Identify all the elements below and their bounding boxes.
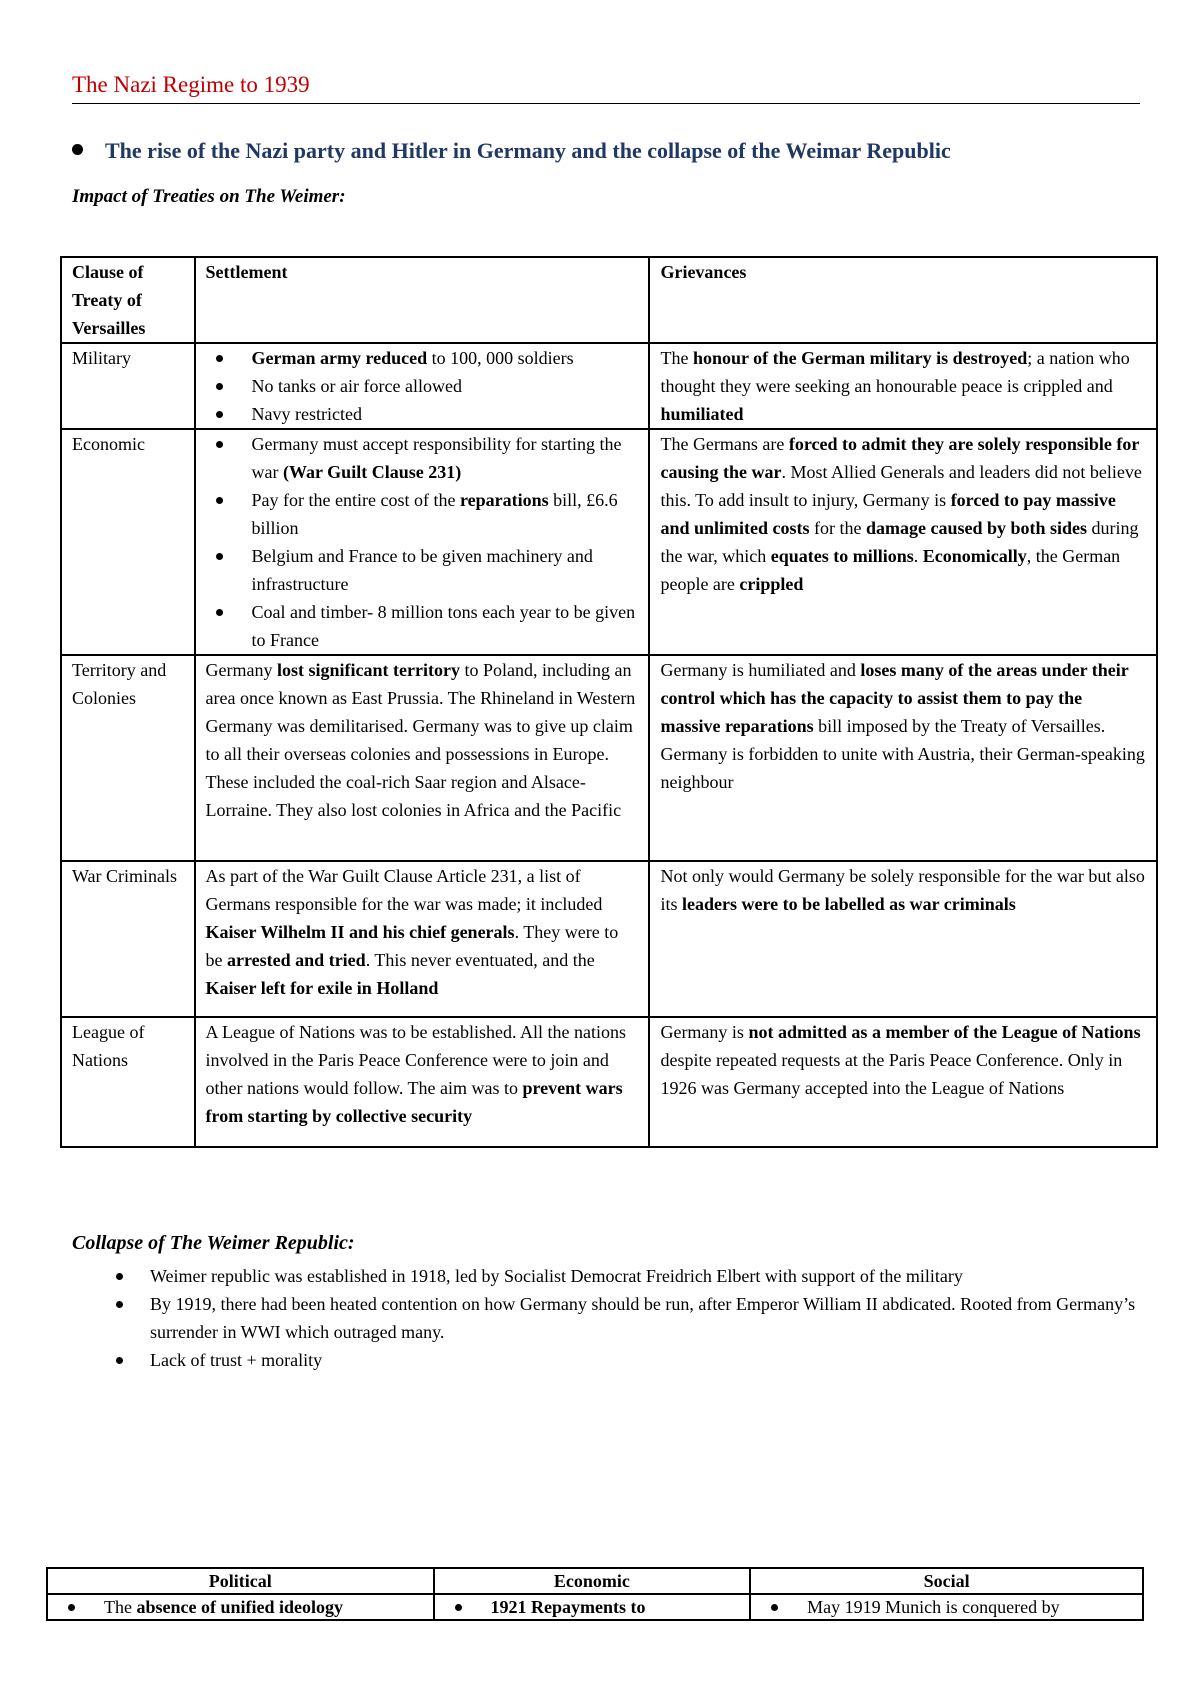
clause-cell: War Criminals bbox=[61, 861, 195, 1017]
title-rule bbox=[72, 103, 1140, 104]
factors-header-row bbox=[47, 1568, 1143, 1594]
table-row bbox=[61, 655, 1157, 861]
clause-cell: Territory and Colonies bbox=[61, 655, 195, 861]
list-item: Lack of trust + morality bbox=[72, 1346, 1162, 1374]
grievance-cell: Not only would Germany be solely responsible for the war but also its leaders were to be labelled as war criminals bbox=[649, 861, 1157, 1017]
list-item: No tanks or air force allowed bbox=[196, 372, 639, 400]
table-header-row bbox=[61, 257, 1157, 343]
factors-row bbox=[47, 1594, 1143, 1620]
settlement-cell: Germany lost significant territory to Poland, including an area once known as East Prussia. The Rhineland in Western Germany was demilitarised. Germany was to give up claim to all their overseas colonies and possessions in Europe. These included the coal-rich Saar region and Alsace-Lorraine. They also lost colonies in Africa and the Pacific bbox=[195, 655, 650, 861]
grievance-cell: Germany is humiliated and loses many of the areas under their control which has the capacity to assist them to pay the massive reparations bill imposed by the Treaty of Versailles. Germany is forbidden to unite with Austria, their German-speaking neighbour bbox=[649, 655, 1157, 861]
collapse-subtitle: Collapse of The Weimer Republic: bbox=[72, 1232, 355, 1254]
header-settlement: Settlement bbox=[195, 257, 650, 343]
factor-cell: The absence of unified ideology bbox=[47, 1594, 434, 1620]
factor-cell: 1921 Repayments to bbox=[434, 1594, 751, 1620]
list-item: German army reduced to 100, 000 soldiers bbox=[196, 344, 639, 372]
clause-cell: Military bbox=[61, 343, 195, 429]
list-item: Weimer republic was established in 1918, led by Socialist Democrat Freidrich Elbert with support of the military bbox=[72, 1262, 1162, 1290]
collapse-list bbox=[72, 1262, 1162, 1374]
header-economic: Economic bbox=[434, 1568, 751, 1594]
list-item: By 1919, there had been heated contention on how Germany should be run, after Emperor William II abdicated. Rooted from Germany’s surrender in WWI which outraged many. bbox=[72, 1290, 1162, 1346]
factor-cell: May 1919 Munich is conquered by bbox=[750, 1594, 1143, 1620]
treaties-subtitle: Impact of Treaties on The Weimer: bbox=[72, 186, 346, 207]
bullet-icon bbox=[72, 144, 83, 155]
versailles-table bbox=[60, 256, 1158, 1148]
clause-cell: Economic bbox=[61, 429, 195, 655]
header-political: Political bbox=[47, 1568, 434, 1594]
settlement-list bbox=[196, 344, 639, 428]
settlement-cell bbox=[195, 429, 650, 655]
header-grievances: Grievances bbox=[649, 257, 1157, 343]
list-item: Navy restricted bbox=[196, 400, 639, 428]
table-row bbox=[61, 1017, 1157, 1147]
header-social: Social bbox=[750, 1568, 1143, 1594]
list-item: Pay for the entire cost of the reparations bill, £6.6 billion bbox=[196, 486, 639, 542]
settlement-cell: A League of Nations was to be established. All the nations involved in the Paris Peace Conference were to join and other nations would follow. The aim was to prevent wars from starting by collective security bbox=[195, 1017, 650, 1147]
settlement-cell: As part of the War Guilt Clause Article 231, a list of Germans responsible for the war was made; it included Kaiser Wilhelm II and his chief generals. They were to be arrested and tried. This never eventuated, and the Kaiser left for exile in Holland bbox=[195, 861, 650, 1017]
factors-table bbox=[46, 1567, 1144, 1621]
grievance-cell: Germany is not admitted as a member of the League of Nations despite repeated requests at the Paris Peace Conference. Only in 1926 was Germany accepted into the League of Nations bbox=[649, 1017, 1157, 1147]
list-item: Coal and timber- 8 million tons each year to be given to France bbox=[196, 598, 639, 654]
clause-cell: League of Nations bbox=[61, 1017, 195, 1147]
grievance-cell: The honour of the German military is destroyed; a nation who thought they were seeking an honourable peace is crippled and humiliated bbox=[649, 343, 1157, 429]
versailles-table-body bbox=[61, 343, 1157, 1147]
list-item: Germany must accept responsibility for starting the war (War Guilt Clause 231) bbox=[196, 430, 639, 486]
header-clause: Clause of Treaty of Versailles bbox=[61, 257, 195, 343]
list-item: Belgium and France to be given machinery and infrastructure bbox=[196, 542, 639, 598]
heading-text: The rise of the Nazi party and Hitler in Germany and the collapse of the Weimar Republic bbox=[105, 138, 951, 163]
grievance-cell: The Germans are forced to admit they are solely responsible for causing the war. Most Allied Generals and leaders did not believe this. To add insult to injury, Germany is forced to pay massive and unlimited costs for the damage caused by both sides during the war, which equates to millions. Economically, the German people are crippled bbox=[649, 429, 1157, 655]
table-row bbox=[61, 429, 1157, 655]
settlement-list bbox=[196, 430, 639, 654]
page-title: The Nazi Regime to 1939 bbox=[72, 72, 310, 97]
section-heading bbox=[72, 138, 951, 164]
table-row bbox=[61, 343, 1157, 429]
settlement-cell bbox=[195, 343, 650, 429]
table-row bbox=[61, 861, 1157, 1017]
